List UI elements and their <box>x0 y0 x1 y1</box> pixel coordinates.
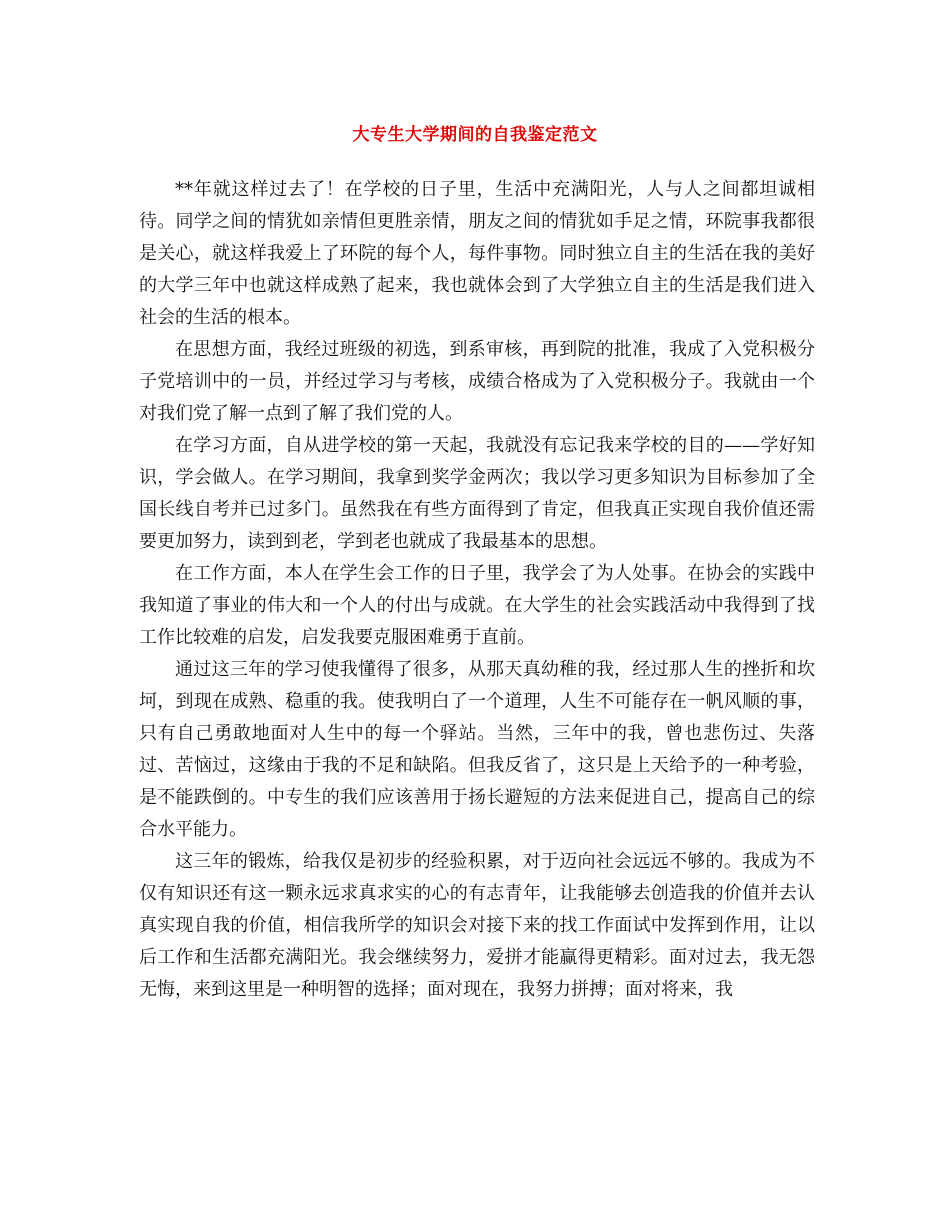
paragraph-ideology: 在思想方面，我经过班级的初选，到系审核，再到院的批准，我成了入党积极分子党培训中的一员，并经过学习与考核，成绩合格成为了入党积极分子。我就由一个对我们党了解一点到了解了我们党的人。 <box>139 339 815 424</box>
paragraph-growth: 通过这三年的学习使我懂得了很多，从那天真幼稚的我，经过那人生的挫折和坎坷，到现在成熟、稳重的我。使我明白了一个道理，人生不可能存在一帆风顺的事，只有自己勇敢地面对人生中的每一个驿站。当然，三年中的我，曾也悲伤过、失落过、苦恼过，这缘由于我的不足和缺陷。但我反省了，这只是上天给予的一种考验，是不能跌倒的。中专生的我们应该善用于扬长避短的方法来促进自己，提高自己的综合水平能力。 <box>139 659 815 840</box>
document-body <box>139 174 815 1006</box>
document-title: 大专生大学期间的自我鉴定范文 <box>352 125 598 145</box>
paragraph-future: 这三年的锻炼，给我仅是初步的经验积累，对于迈向社会远远不够的。我成为不仅有知识还有这一颗永远求真求实的心的有志青年，让我能够去创造我的价值并去认真实现自我的价值，相信我所学的知识会对接下来的找工作面试中发挥到作用，让以后工作和生活都充满阳光。我会继续努力，爱拼才能赢得更精彩。面对过去，我无怨无悔，来到这里是一种明智的选择；面对现在，我努力拼搏；面对将来，我 <box>139 851 815 1000</box>
paragraph-intro: **年就这样过去了！在学校的日子里，生活中充满阳光，人与人之间都坦诚相待。同学之间的情犹如亲情但更胜亲情，朋友之间的情犹如手足之情，环院事我都很是关心，就这样我爱上了环院的每个人，每件事物。同时独立自主的生活在我的美好的大学三年中也就这样成熟了起来，我也就体会到了大学独立自主的生活是我们进入社会的生活的根本。 <box>139 179 815 328</box>
paragraph-work: 在工作方面，本人在学生会工作的日子里，我学会了为人处事。在协会的实践中我知道了事业的伟大和一个人的付出与成就。在大学生的社会实践活动中我得到了找工作比较难的启发，启发我要克服困难勇于直前。 <box>139 563 815 648</box>
paragraph-study: 在学习方面，自从进学校的第一天起，我就没有忘记我来学校的目的——学好知识，学会做人。在学习期间，我拿到奖学金两次；我以学习更多知识为目标参加了全国长线自考并已过多门。虽然我在有些方面得到了肯定，但我真正实现自我价值还需要更加努力，读到到老，学到老也就成了我最基本的思想。 <box>139 435 815 552</box>
